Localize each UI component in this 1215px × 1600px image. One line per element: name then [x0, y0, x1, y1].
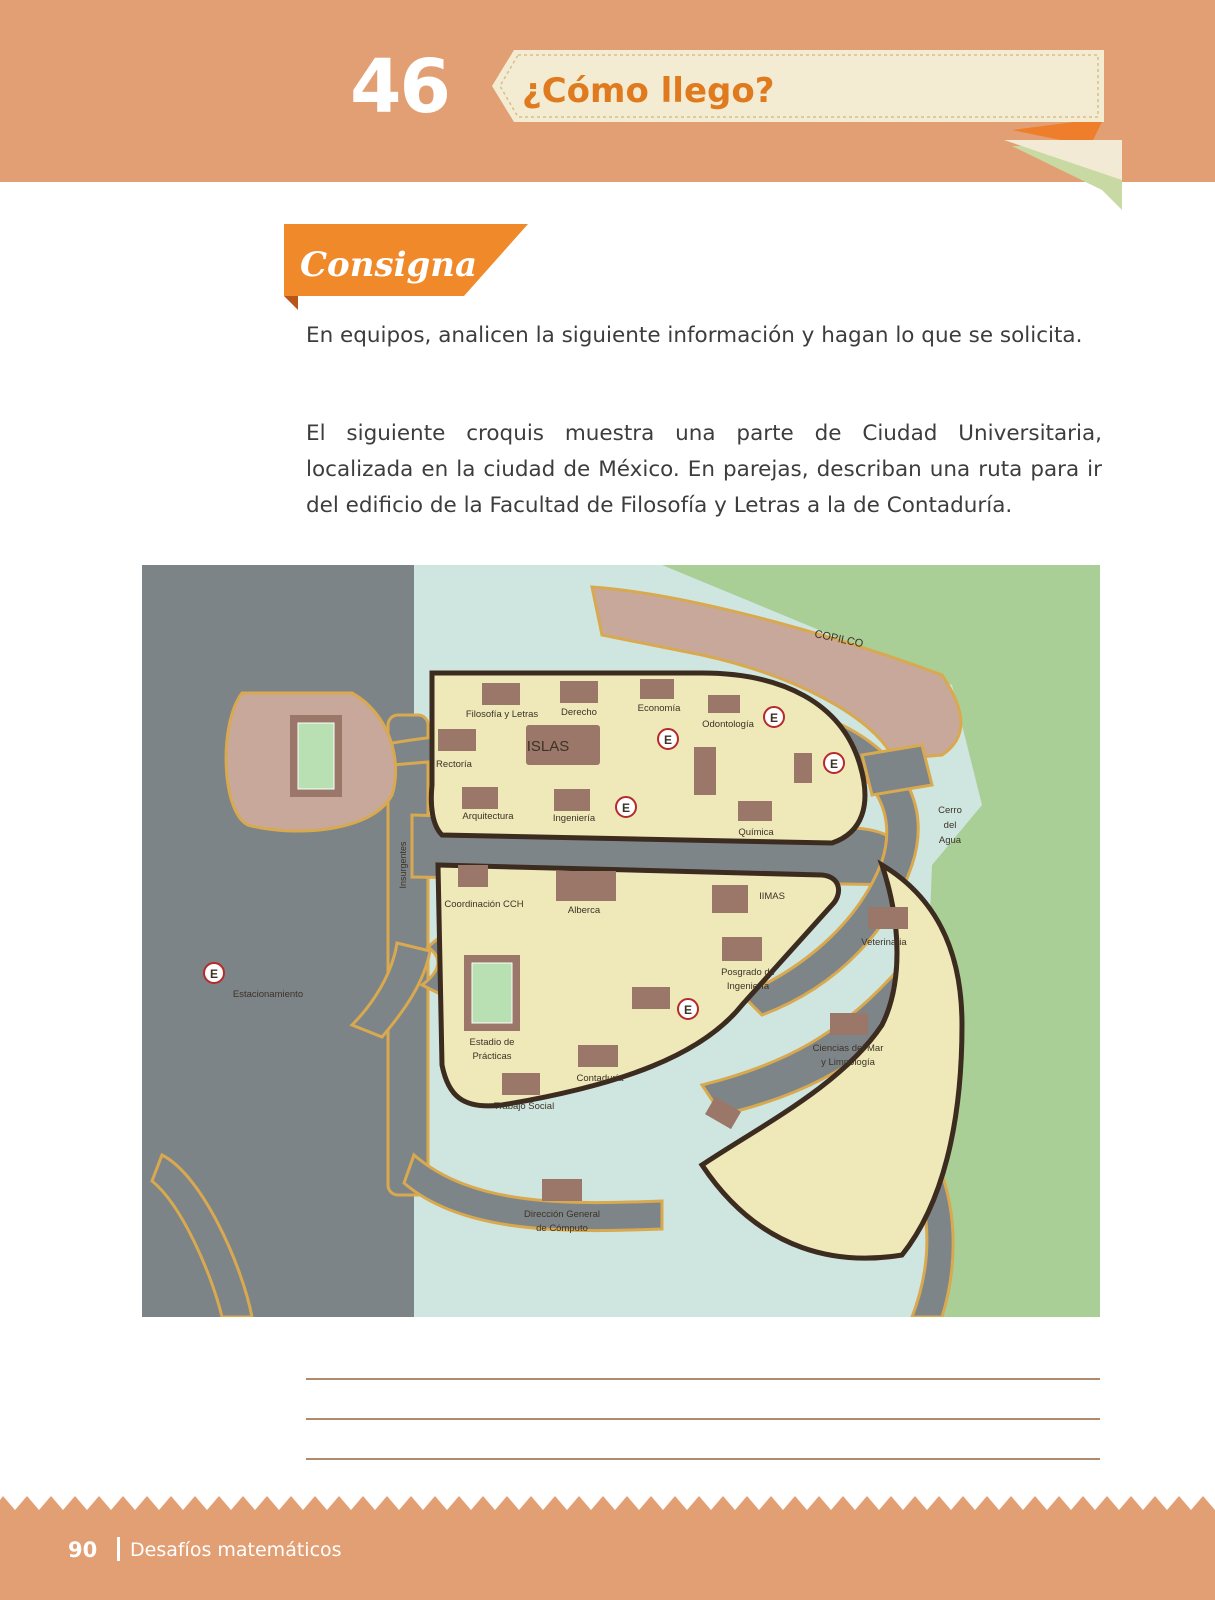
- map-building-computo: [542, 1179, 582, 1201]
- map-building-ciencias: [830, 1013, 868, 1035]
- parking-marker-icon: [616, 797, 636, 817]
- map-label-quimica: Química: [738, 827, 774, 838]
- svg-text:E: E: [683, 1003, 693, 1017]
- footer-separator: [117, 1537, 120, 1561]
- map-building-iimas: [712, 885, 748, 913]
- book-title: Desafíos matemáticos: [130, 1539, 342, 1561]
- map-label-ciencias-2: y Limnología: [821, 1057, 875, 1068]
- map-building-alberca: [556, 871, 616, 901]
- map-label-islas: ISLAS: [526, 738, 570, 755]
- answer-line[interactable]: [306, 1418, 1100, 1420]
- consigna-label: Consigna: [300, 245, 478, 285]
- map-label-computo-2: de Cómputo: [536, 1223, 588, 1234]
- instruction-paragraph: En equipos, analicen la siguiente información y hagan lo que se solicita.: [306, 323, 1083, 348]
- map-building-unlabeled-3: [632, 987, 670, 1009]
- map-building-odontologia: [708, 695, 740, 713]
- map-label-alberca: Alberca: [567, 905, 601, 916]
- svg-text:E: E: [621, 801, 631, 815]
- map-description-paragraph: El siguiente croquis muestra una parte de Ciudad Universitaria, localizada en la ciudad de México. En parejas, describan una ruta para ir del edificio de la Facultad de Filosofía y Letras a la de Contaduría.: [306, 421, 1102, 518]
- map-label-cerro-3: Agua: [938, 835, 962, 846]
- map-label-posgrado-1: Posgrado de: [721, 967, 775, 978]
- parking-marker-icon: [204, 963, 224, 983]
- map-building-ingenieria: [554, 789, 590, 811]
- map-label-contaduria: Contaduría: [576, 1073, 624, 1084]
- map-label-economia: Economía: [637, 703, 681, 714]
- footer-zigzag-edge: [0, 1488, 1215, 1514]
- map-label-estadio-2: Prácticas: [472, 1051, 512, 1062]
- map-label-computo-1: Dirección General: [523, 1209, 601, 1220]
- campus-map: [142, 565, 1100, 1317]
- map-label-iimas: IIMAS: [759, 891, 785, 902]
- svg-text:E: E: [829, 757, 839, 771]
- parking-marker-icon: [824, 753, 844, 773]
- map-label-copilco: COPILCO: [813, 628, 865, 651]
- map-label-veterinaria: Veterinaria: [861, 937, 907, 948]
- map-building-posgrado: [722, 937, 762, 961]
- map-label-trabajo-social: Trabajo Social: [493, 1101, 555, 1112]
- map-building-quimica: [738, 801, 772, 821]
- map-label-estadio-1: Estadio de: [469, 1037, 515, 1048]
- svg-text:E: E: [769, 711, 779, 725]
- parking-marker-icon: [764, 707, 784, 727]
- map-label-ciencias-1: Ciencias del Mar: [812, 1043, 884, 1054]
- map-label-rectoria: Rectoría: [436, 759, 472, 770]
- map-building-arquitectura: [462, 787, 498, 809]
- map-building-economia: [640, 679, 674, 699]
- map-label-cerro-2: del: [943, 820, 957, 831]
- map-building-unlabeled-1: [694, 747, 716, 795]
- map-practice-field: [472, 963, 512, 1023]
- map-label-ingenieria: Ingeniería: [552, 813, 596, 824]
- map-building-derecho: [560, 681, 598, 703]
- lesson-title: ¿Cómo llego?: [522, 71, 775, 111]
- map-building-coordinacion: [458, 865, 488, 887]
- map-building-trabajo-social: [502, 1073, 540, 1095]
- map-building-contaduria: [578, 1045, 618, 1067]
- map-label-cerro-1: Cerro: [938, 805, 962, 816]
- map-label-estacionamiento: Estacionamiento: [232, 989, 304, 1000]
- lesson-number: 46: [350, 44, 449, 130]
- answer-line[interactable]: [306, 1378, 1100, 1380]
- map-building-rectoria: [438, 729, 476, 751]
- map-label-insurgentes: Insurgentes: [398, 841, 408, 889]
- map-label-derecho: Derecho: [561, 707, 597, 718]
- map-building-unlabeled-2: [794, 753, 812, 783]
- map-label-filosofia: Filosofía y Letras: [465, 709, 539, 720]
- svg-text:E: E: [663, 733, 673, 747]
- map-label-coordinacion: Coordinación CCH: [444, 899, 524, 910]
- svg-text:E: E: [209, 967, 219, 981]
- map-stadium-field: [298, 723, 334, 789]
- map-building-filosofia: [482, 683, 520, 705]
- map-label-posgrado-2: Ingeniería: [726, 981, 770, 992]
- map-label-arquitectura: Arquitectura: [462, 811, 514, 822]
- answer-line[interactable]: [306, 1458, 1100, 1460]
- map-label-odontologia: Odontología: [702, 719, 754, 730]
- page-number: 90: [68, 1538, 98, 1562]
- map-building-veterinaria: [868, 907, 908, 929]
- parking-marker-icon: [678, 999, 698, 1019]
- parking-marker-icon: [658, 729, 678, 749]
